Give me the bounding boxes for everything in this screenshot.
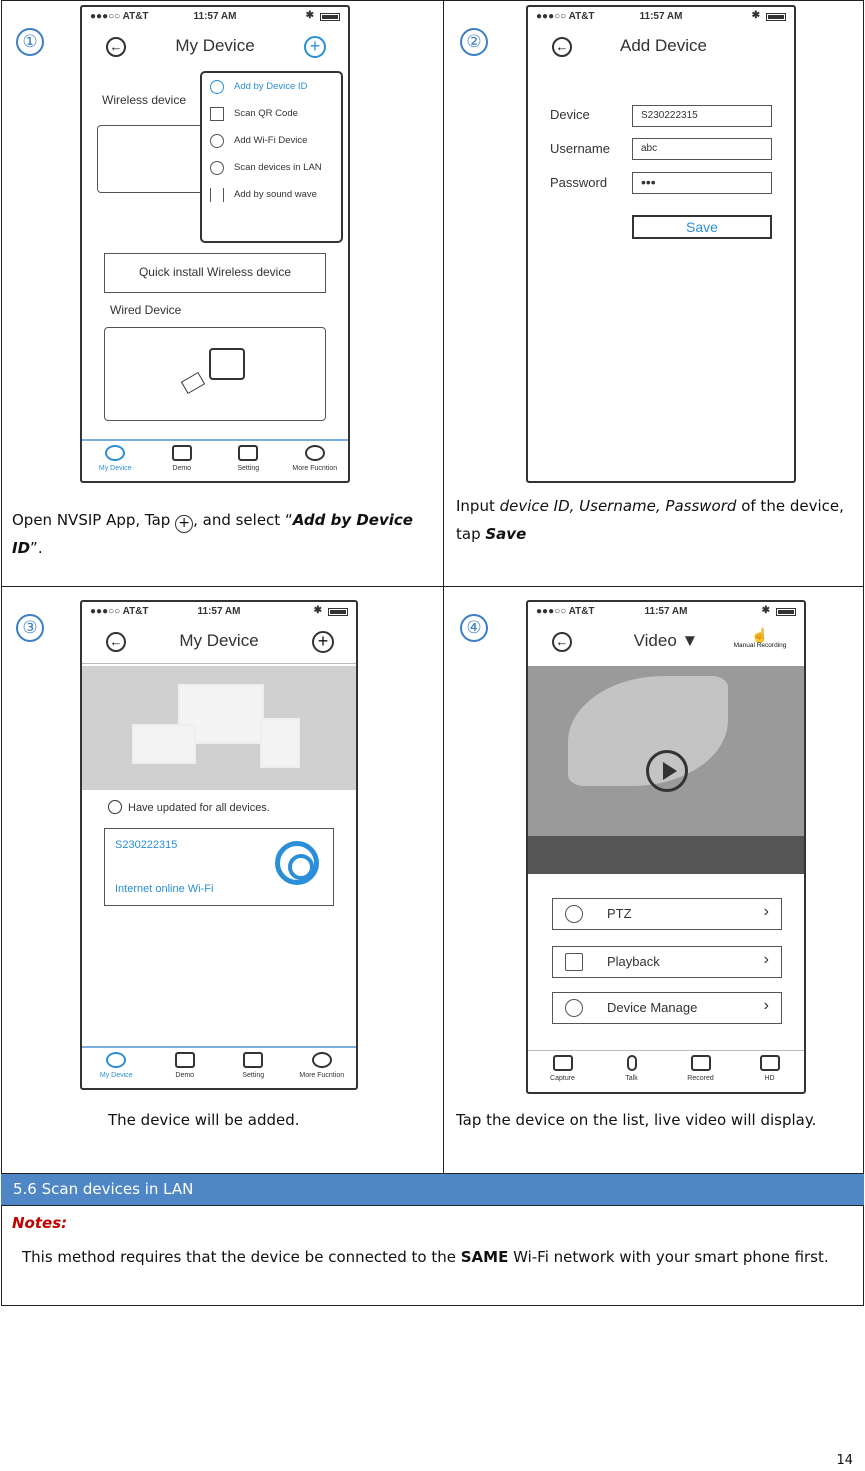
menu-item-label: Add Wi-Fi Device (234, 135, 308, 146)
menu-label: PTZ (607, 906, 632, 921)
video-camera-icon (691, 1055, 711, 1071)
caption-text: Open NVSIP App, Tap (12, 511, 171, 529)
phone-screen-my-device (80, 5, 350, 483)
qr-code-icon (210, 107, 224, 121)
more-icon (312, 1052, 332, 1068)
page-number: 14 (836, 1453, 853, 1468)
caption-text: of the device, tap (456, 497, 844, 543)
username-label: Username (550, 141, 610, 156)
time-label: 11:57 AM (197, 606, 241, 617)
hand-pointer-icon: ☝ (751, 627, 769, 643)
phone-screen-device-added (80, 600, 358, 1090)
chevron-right-icon: › (763, 951, 769, 968)
device-status: Internet online Wi-Fi (115, 883, 214, 895)
add-menu-popup (200, 71, 343, 243)
notes-text: Wi-Fi network with your smart phone first. (508, 1248, 829, 1266)
bluetooth-icon: ✱ (751, 10, 760, 21)
tab-setting[interactable] (215, 441, 282, 481)
bluetooth-icon: ✱ (305, 10, 314, 21)
cable-plug-icon (181, 372, 205, 394)
tab-bar (82, 439, 348, 481)
camera-icon (106, 1052, 126, 1068)
device-label: Device (550, 107, 590, 122)
notes-title: Notes: (12, 1214, 68, 1232)
time-label: 11:57 AM (644, 606, 688, 617)
step-4-number: ④ (460, 614, 488, 642)
step-2-number: ② (460, 28, 488, 56)
play-icon (172, 445, 192, 461)
gear-icon (565, 999, 583, 1017)
manual-recording-button[interactable] (728, 628, 792, 649)
caption-text: Input (456, 497, 500, 515)
action-label: Talk (625, 1075, 638, 1082)
status-bar (82, 7, 348, 27)
section-header: 5.6 Scan devices in LAN (1, 1173, 864, 1206)
menu-item-add-wifi[interactable] (202, 127, 341, 154)
tab-label: More Fucntion (299, 1072, 345, 1079)
step-3-caption: The device will be added. (108, 1111, 300, 1129)
step-3-number: ③ (16, 614, 44, 642)
camera-icon (105, 445, 125, 461)
camera-icon (275, 841, 319, 885)
wireless-device-box[interactable] (97, 125, 207, 193)
ptz-icon (565, 905, 583, 923)
phone-screen-add-device (526, 5, 796, 483)
caption-text: ”. (30, 539, 43, 557)
bluetooth-icon: ✱ (313, 605, 322, 616)
refresh-icon (108, 800, 122, 814)
menu-playback[interactable] (552, 946, 782, 978)
menu-item-scan-qr[interactable] (202, 100, 341, 127)
tab-label: Setting (237, 465, 260, 472)
carrier-label: ●●●○○ AT&T (536, 11, 595, 22)
caption-italic: device ID, Username, Password (499, 497, 737, 515)
password-field[interactable]: ••• (632, 172, 772, 194)
scan-icon (210, 161, 224, 175)
save-button[interactable]: Save (632, 215, 772, 239)
laptop-illustration (132, 724, 196, 764)
device-id-field[interactable]: S230222315 (632, 105, 772, 127)
tab-label: Setting (242, 1072, 265, 1079)
password-label: Password (550, 175, 608, 190)
nav-bar (82, 624, 356, 664)
caption-text: , and select “ (193, 511, 293, 529)
back-icon[interactable]: ← (106, 37, 126, 57)
camera-icon (553, 1055, 573, 1071)
notes-text: This method requires that the device be connected to the (22, 1248, 461, 1266)
hd-icon (760, 1055, 780, 1071)
notes-bold: SAME (460, 1248, 509, 1266)
notes-body (12, 1244, 854, 1271)
video-action-bar (528, 1050, 804, 1092)
carrier-label: ●●●○○ AT&T (90, 11, 149, 22)
microphone-icon (627, 1055, 637, 1071)
back-icon[interactable]: ← (106, 632, 126, 652)
menu-item-label: Add by sound wave (234, 189, 317, 200)
status-bar (528, 7, 794, 27)
tab-label: More Fucntion (292, 465, 338, 472)
back-icon[interactable]: ← (552, 632, 572, 652)
camera-icon (210, 80, 224, 94)
tab-label: My Device (99, 1072, 133, 1079)
wifi-icon (210, 134, 224, 148)
wireless-device-label: Wireless device (102, 93, 187, 107)
ethernet-port-icon (209, 348, 245, 380)
time-label: 11:57 AM (193, 11, 237, 22)
play-icon (175, 1052, 195, 1068)
tab-more[interactable] (282, 441, 349, 481)
menu-ptz[interactable] (552, 898, 782, 930)
device-id: S230222315 (115, 839, 178, 851)
nav-bar (528, 29, 794, 69)
nav-bar (528, 624, 804, 664)
gear-icon (238, 445, 258, 461)
video-control-bar (528, 836, 804, 874)
row-divider (2, 586, 863, 587)
play-icon[interactable] (646, 750, 688, 792)
manual-recording-label: Manual Recording (733, 642, 787, 649)
carrier-label: ●●●○○ AT&T (536, 606, 595, 617)
bluetooth-icon: ✱ (761, 605, 770, 616)
devices-banner-image (82, 666, 356, 790)
chevron-right-icon: › (763, 997, 769, 1014)
caption-bold: Add by Device ID (12, 511, 413, 557)
capture-button[interactable] (528, 1051, 597, 1092)
record-button[interactable] (666, 1051, 735, 1092)
device-list-item[interactable] (104, 828, 334, 906)
playback-icon (565, 953, 583, 971)
action-label: HD (764, 1075, 775, 1082)
gear-icon (243, 1052, 263, 1068)
menu-item-label: Scan QR Code (234, 108, 298, 119)
video-view-selector[interactable]: Video ▼ (633, 631, 699, 650)
tab-label: Demo (172, 465, 192, 472)
menu-item-label: Scan devices in LAN (234, 162, 322, 173)
sound-wave-icon (210, 188, 224, 202)
screen-title: My Device (175, 36, 255, 55)
updated-status (108, 800, 270, 814)
caption-bold: Save (485, 525, 527, 543)
tab-setting[interactable] (219, 1048, 288, 1088)
more-icon (305, 445, 325, 461)
screen-title: Add Device (620, 36, 707, 55)
wired-device-box[interactable] (104, 327, 326, 421)
battery-icon (766, 13, 786, 21)
action-label: Recored (687, 1075, 714, 1082)
hd-button[interactable] (735, 1051, 804, 1092)
status-bar (528, 602, 804, 622)
action-label: Capture (550, 1075, 575, 1082)
nav-bar (82, 29, 348, 69)
username-field[interactable]: abc (632, 138, 772, 160)
back-icon[interactable]: ← (552, 37, 572, 57)
live-video-view[interactable] (528, 666, 804, 874)
add-plus-icon[interactable]: + (304, 36, 326, 58)
add-plus-icon[interactable]: + (312, 631, 334, 653)
plus-icon: + (175, 515, 193, 533)
menu-label: Device Manage (607, 1000, 698, 1015)
tab-label: My Device (98, 465, 132, 472)
step-1-caption (12, 506, 432, 562)
wired-device-label: Wired Device (110, 303, 182, 317)
menu-item-add-by-id[interactable] (202, 73, 341, 100)
menu-item-label: Add by Device ID (234, 81, 308, 92)
battery-icon (320, 13, 340, 21)
tablet-illustration (260, 718, 300, 768)
step-2-caption (456, 492, 856, 548)
battery-icon (328, 608, 348, 616)
quick-install-button[interactable]: Quick install Wireless device (104, 253, 326, 293)
phone-screen-live-video (526, 600, 806, 1094)
status-bar (82, 602, 356, 622)
tab-my-device[interactable] (82, 1048, 151, 1088)
battery-icon (776, 608, 796, 616)
updated-text: Have updated for all devices. (128, 802, 270, 814)
tab-demo[interactable] (151, 1048, 220, 1088)
tab-bar (82, 1046, 356, 1088)
step-1-number: ① (16, 28, 44, 56)
chevron-right-icon: › (763, 903, 769, 920)
talk-button[interactable] (597, 1051, 666, 1092)
tab-demo[interactable] (149, 441, 216, 481)
menu-item-sound-wave[interactable] (202, 181, 341, 208)
column-divider (443, 1, 444, 1173)
tab-label: Demo (175, 1072, 195, 1079)
tab-more[interactable] (288, 1048, 357, 1088)
carrier-label: ●●●○○ AT&T (90, 606, 149, 617)
menu-item-scan-lan[interactable] (202, 154, 341, 181)
step-4-caption: Tap the device on the list, live video will display. (456, 1111, 817, 1129)
menu-device-manage[interactable] (552, 992, 782, 1024)
screen-title: My Device (179, 631, 259, 650)
time-label: 11:57 AM (639, 11, 683, 22)
tab-my-device[interactable] (82, 441, 149, 481)
menu-label: Playback (607, 954, 660, 969)
